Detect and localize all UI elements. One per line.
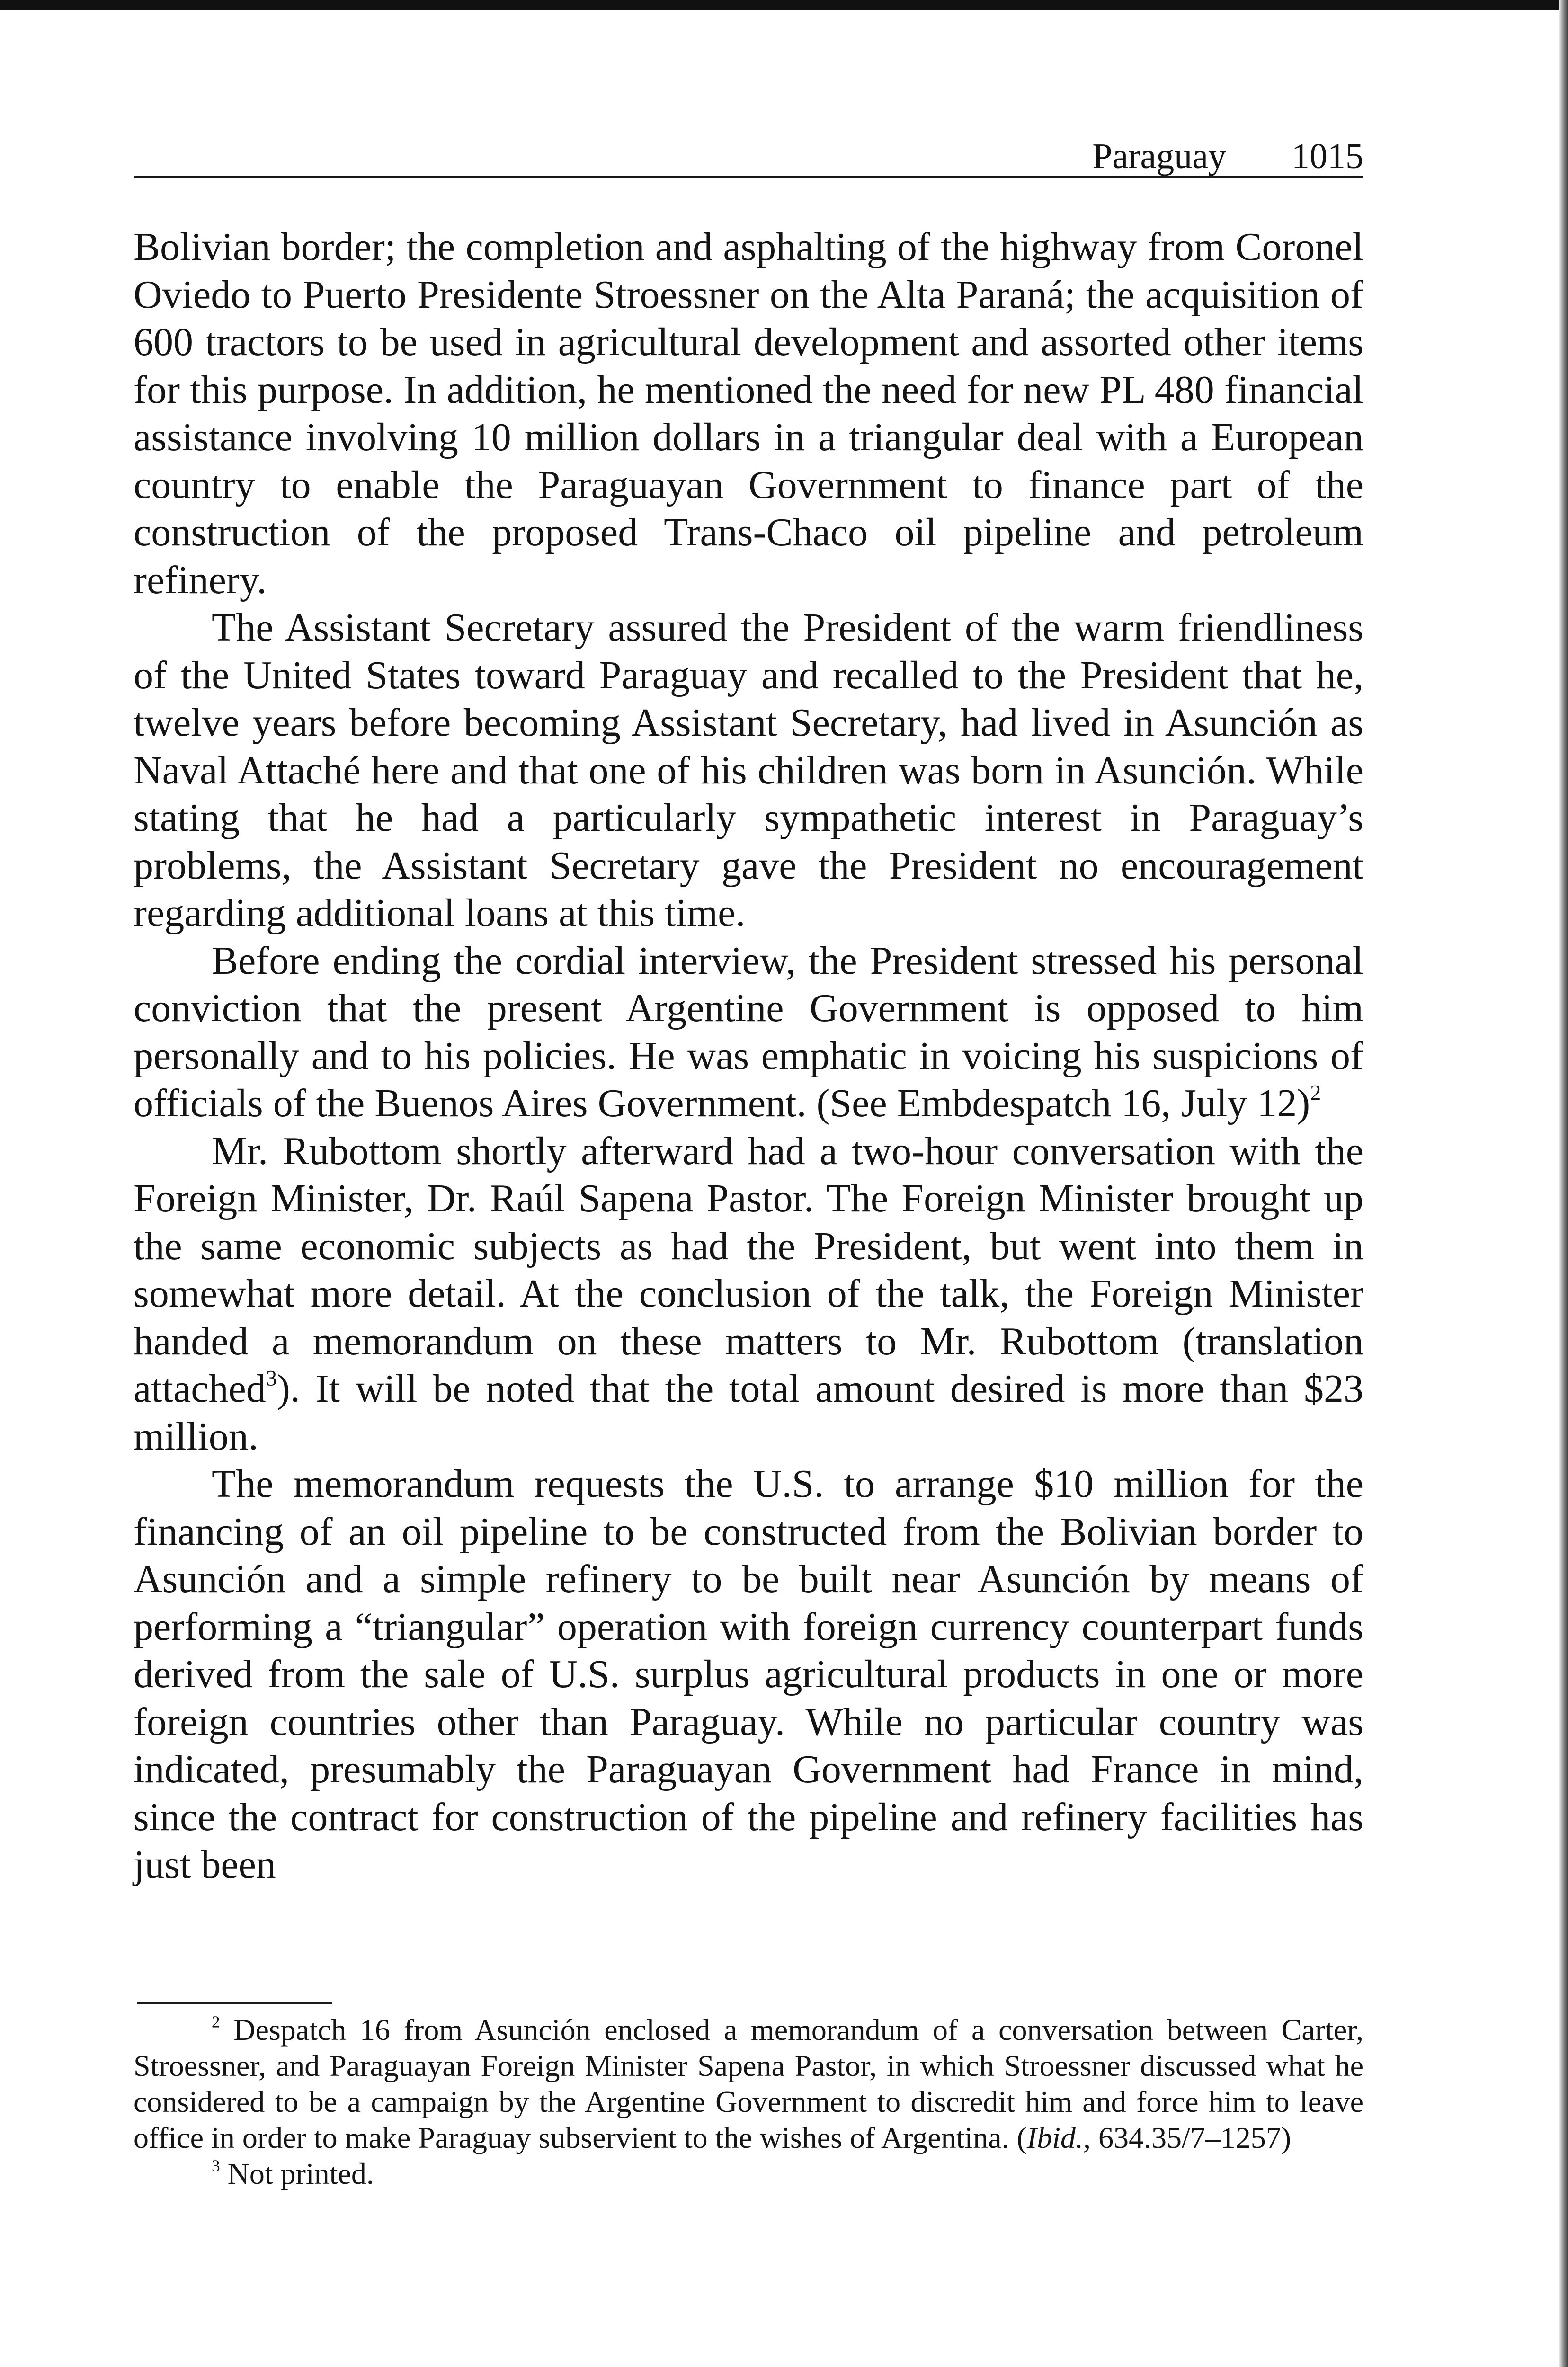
paragraph-4-text-a: Mr. Rubottom shortly afterward had a two-hour conversation with the Foreign Minister, Dr. Raúl Sapena Pastor. The Foreign Minister brought up the same economic subjects as had the President, but went into them in somewhat more detail. At the conclusion of the talk, the Foreign Minister handed a memorandum on these matters to Mr. Rubottom (translation attached [134, 1129, 1363, 1411]
footnote-2 [134, 2012, 1363, 2156]
body-text [134, 223, 1363, 1889]
page-number: 1015 [1292, 136, 1363, 176]
paragraph-1: Bolivian border; the completion and asphalting of the highway from Coronel Oviedo to Puerto Presidente Stroessner on the Alta Paraná; the acquisition of 600 tractors to be used in agricultural development and assorted other items for this purpose. In addition, he mentioned the need for new PL 480 financial assistance involving 10 million dollars in a triangular deal with a European country to enable the Paraguayan Government to finance part of the construction of the proposed Trans-Chaco oil pipeline and petroleum refinery. [134, 225, 1363, 602]
footnote-3-text: Not printed. [227, 2157, 374, 2190]
footnote-2-number: 2 [212, 2012, 220, 2031]
scan-top-edge [0, 0, 1568, 10]
footnote-rule [137, 2002, 332, 2004]
paragraph-3 [134, 937, 1363, 1128]
footnote-2-citation: 634.35/7–1257) [1091, 2121, 1292, 2154]
footnote-3 [134, 2156, 1363, 2192]
footnote-2-ibid: Ibid., [1026, 2121, 1091, 2154]
header-rule [134, 176, 1363, 178]
footnote-ref-2: 2 [1310, 1080, 1321, 1105]
footnote-ref-3: 3 [266, 1366, 277, 1390]
paragraph-4-text-b: ). It will be noted that the total amount desired is more than $23 million. [134, 1367, 1363, 1459]
footnote-3-number: 3 [212, 2156, 220, 2175]
footnote-2-text: Despatch 16 from Asunción enclosed a memorandum of a conversation between Carter, Stroessner, and Paraguayan Foreign Minister Sapena Pastor, in which Stroessner discussed what he considered to be a campaign by the Argentine Government to discredit him and force him to leave office in order to make Paraguay subservient to the wishes of Argentina. ( [134, 2013, 1364, 2154]
paragraph-2: The Assistant Secretary assured the President of the warm friendliness of the United States toward Paraguay and recalled to the President that he, twelve years before becoming Assistant Secretary, had lived in Asunción as Naval Attaché here and that one of his children was born in Asunción. While stating that he had a particularly sympathetic interest in Paraguay’s problems, the Assistant Secretary gave the President no encouragement regarding additional loans at this time. [134, 605, 1363, 935]
running-head [134, 133, 1363, 179]
paragraph-4 [134, 1128, 1363, 1461]
paragraph-5: The memorandum requests the U.S. to arrange $10 million for the financing of an oil pipeline to be constructed from the Bolivian border to Asunción and a simple refinery to be built near Asunción by means of performing a “triangular” operation with foreign currency counterpart funds derived from the sale of U.S. surplus agricultural products in one or more foreign countries other than Paraguay. While no particular country was indicated, presumably the Paraguayan Government had France in mind, since the contract for construction of the pipeline and refinery facilities has just been [134, 1462, 1363, 1886]
running-head-title: Paraguay [1092, 136, 1226, 176]
scan-right-edge [1559, 0, 1568, 2367]
footnotes [134, 2012, 1363, 2192]
paragraph-3-text: Before ending the cordial interview, the President stressed his personal conviction that the present Argentine Government is opposed to him personally and to his policies. He was emphatic in voicing his suspicions of officials of the Buenos Aires Government. (See Embdespatch 16, July 12) [134, 938, 1363, 1125]
